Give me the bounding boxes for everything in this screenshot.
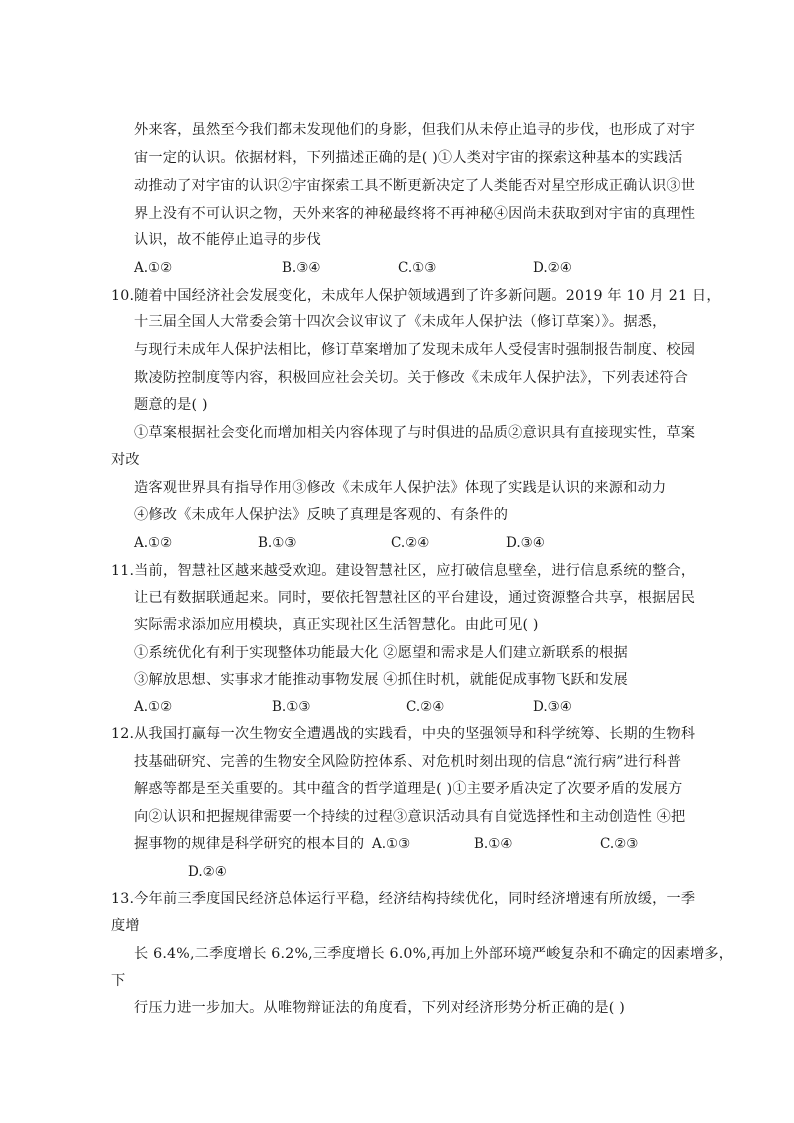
- q11-option-a: A.①②: [134, 699, 173, 715]
- q9-option-d: D.②④: [533, 260, 572, 276]
- q12-line-5: 握事物的规律是科学研究的根本目的: [134, 836, 365, 852]
- q11-option-d: D.③④: [533, 699, 572, 715]
- q12-line-1: 12.从我国打赢每一次生物安全遭遇战的实践看，中央的坚强领导和科学统筹、长期的生物科: [111, 726, 696, 742]
- q10-line-7: 对改: [111, 452, 140, 468]
- q13-line-3: 长 6.4%,二季度增长 6.2%,三季度增长 6.0%,再加上外部环境严峻复杂和不确定的因素增多，: [134, 946, 734, 962]
- q12-option-a: A.①③: [372, 836, 411, 852]
- q11-line-1: 11.当前，智慧社区越来越受欢迎。建设智慧社区，应打破信息壁垒，进行信息系统的整合，: [111, 563, 696, 579]
- q10-line-6: ①草案根据社会变化而增加相关内容体现了与时俱进的品质②意识具有直接现实性，草案: [134, 425, 696, 441]
- q10-option-d: D.③④: [506, 535, 545, 551]
- q10-line-1: 10.随着中国经济社会发展变化，未成年人保护领域遇到了许多新问题。2019 年 10 月 21 日，: [111, 288, 721, 304]
- q9-line-5: 认识，故不能停止追寻的步伐: [134, 232, 322, 248]
- q13-line-2: 度增: [111, 918, 140, 934]
- q13-line-4: 下: [111, 973, 126, 989]
- q9-line-2: 宙一定的认识。依据材料，下列描述正确的是( )①人类对宇宙的探索这种基本的实践活: [134, 150, 683, 166]
- q9-option-b: B.③④: [282, 260, 321, 276]
- q11-line-3: 实际需求添加应用模块，真正实现社区生活智慧化。由此可见( ): [134, 617, 539, 633]
- q13-line-5: 行压力进一步加大。从唯物辩证法的角度看，下列对经济形势分析正确的是( ): [134, 1000, 625, 1016]
- q9-line-4: 界上没有不可认识之物，天外来客的神秘最终将不再神秘④因尚未获取到对宇宙的真理性: [134, 206, 696, 222]
- q10-line-2: 十三届全国人大常委会第十四次会议审议了《未成年人保护法（修订草案）》。据悉，: [134, 314, 667, 330]
- q10-line-3: 与现行未成年人保护法相比，修订草案增加了发现未成年人受侵害时强制报告制度、校园: [134, 342, 696, 358]
- q10-option-b: B.①③: [258, 535, 297, 551]
- q9-line-3: 动推动了对宇宙的认识②宇宙探索工具不断更新决定了人类能否对星空形成正确认识③世: [134, 178, 696, 194]
- q11-option-b: B.①③: [272, 699, 311, 715]
- q12-line-2: 技基础研究、完善的生物安全风险防控体系、对危机时刻出现的信息“流行病”进行科普: [134, 754, 682, 770]
- q11-line-5: ③解放思想、实事求才能推动事物发展 ④抓住时机，就能促成事物飞跃和发展: [134, 672, 628, 688]
- q11-line-4: ①系统优化有利于实现整体功能最大化 ②愿望和需求是人们建立新联系的根据: [134, 645, 628, 661]
- q12-option-d: D.②④: [188, 864, 227, 880]
- q13-line-1: 13.今年前三季度国民经济总体运行平稳，经济结构持续优化，同时经济增速有所放缓，一季: [111, 891, 696, 907]
- q9-option-c: C.①③: [398, 260, 437, 276]
- q10-line-8: 造客观世界具有指导作用③修改《未成年人保护法》体现了实践是认识的来源和动力: [134, 480, 667, 496]
- q9-option-a: A.①②: [134, 260, 173, 276]
- q12-line-3: 解惑等都是至关重要的。其中蕴含的哲学道理是( )①主要矛盾决定了次要矛盾的发展方: [134, 781, 683, 797]
- q10-option-c: C.②④: [391, 535, 430, 551]
- q12-line-4: 向②认识和把握规律需要一个持续的过程③意识活动具有自觉选择性和主动创造性 ④把: [134, 809, 686, 825]
- q10-option-a: A.①②: [134, 535, 173, 551]
- q10-line-4: 欺凌防控制度等内容，积极回应社会关切。关于修改《未成年人保护法》，下列表述符合: [134, 370, 689, 386]
- q10-line-9: ④修改《未成年人保护法》反映了真理是客观的、有条件的: [134, 507, 509, 523]
- q11-line-2: 让已有数据联通起来。同时，要依托智慧社区的平台建设，通过资源整合共享，根据居民: [134, 590, 696, 606]
- q12-option-b: B.①④: [474, 836, 513, 852]
- q10-line-5: 题意的是( ): [134, 397, 208, 413]
- q9-line-1: 外来客，虽然至今我们都未发现他们的身影，但我们从未停止追寻的步伐，也形成了对宇: [134, 122, 696, 138]
- q12-option-c: C.②③: [600, 836, 639, 852]
- q11-option-c: C.②④: [406, 699, 445, 715]
